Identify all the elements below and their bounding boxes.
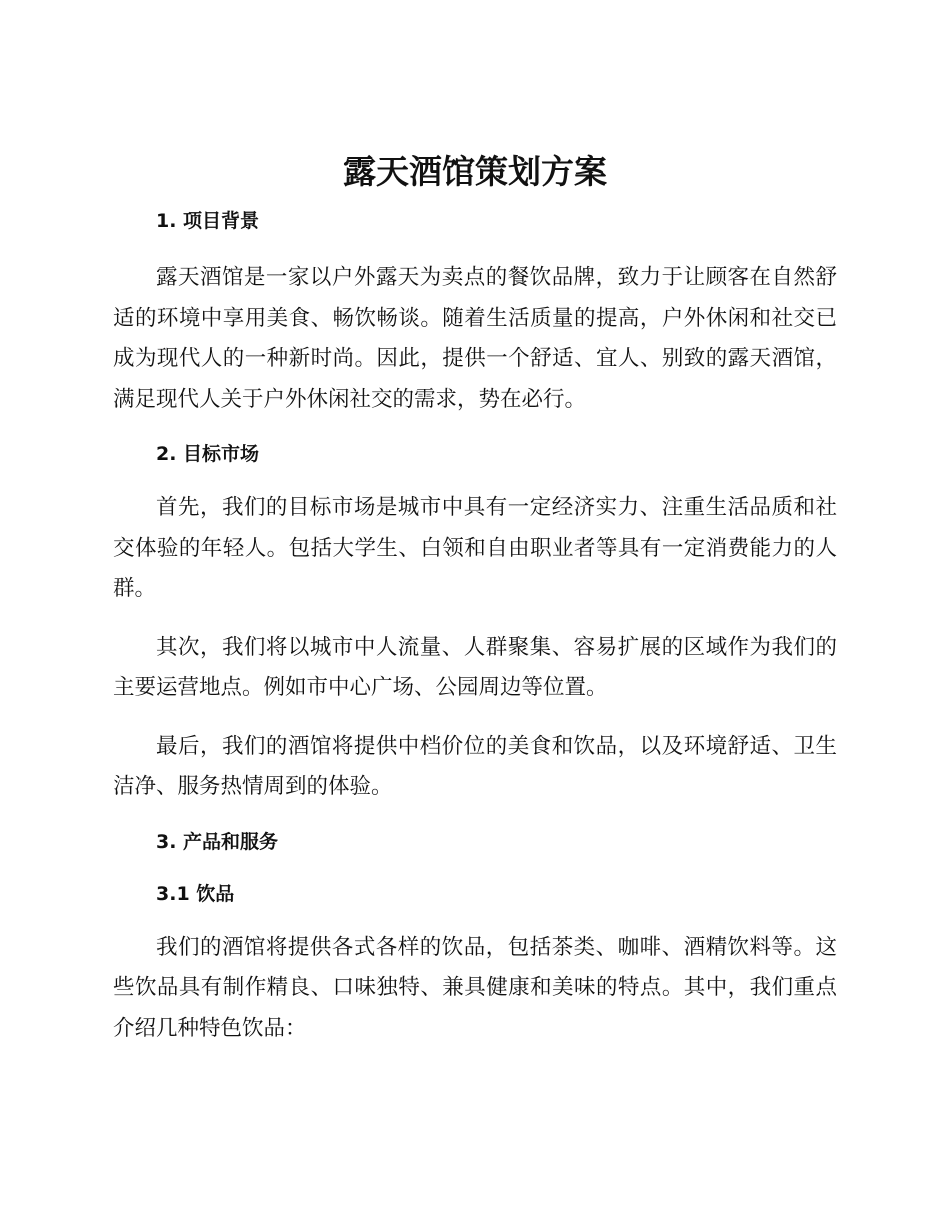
paragraph-project-background: 露天酒馆是一家以户外露天为卖点的餐饮品牌，致力于让顾客在自然舒适的环境中享用美食、畅饮畅谈。随着生活质量的提高，户外休闲和社交已成为现代人的一种新时尚。因此，提供一个舒适、宜人、别致的露天酒馆，满足现代人关于户外休闲社交的需求，势在必行。: [113, 265, 837, 412]
paragraph-target-market-first: 首先，我们的目标市场是城市中具有一定经济实力、注重生活品质和社交体验的年轻人。包括大学生、白领和自由职业者等具有一定消费能力的人群。: [113, 495, 837, 601]
section-heading-products-services: 3. 产品和服务: [156, 830, 279, 853]
subsection-heading-drinks: 3.1 饮品: [156, 882, 235, 905]
section-heading-project-background: 1. 项目背景: [156, 210, 260, 232]
paragraph-target-market-second: 其次，我们将以城市中人流量、人群聚集、容易扩展的区域作为我们的主要运营地点。例如市中心广场、公园周边等位置。: [113, 634, 837, 700]
document-title: 露天酒馆策划方案: [343, 152, 607, 191]
section-heading-target-market: 2. 目标市场: [156, 443, 260, 465]
document-body: [113, 203, 837, 1049]
paragraph-drinks: 我们的酒馆将提供各式各样的饮品，包括茶类、咖啡、酒精饮料等。这些饮品具有制作精良、口味独特、兼具健康和美味的特点。其中，我们重点介绍几种特色饮品：: [113, 934, 837, 1041]
paragraph-target-market-last: 最后，我们的酒馆将提供中档价位的美食和饮品，以及环境舒适、卫生洁净、服务热情周到的体验。: [113, 733, 837, 799]
